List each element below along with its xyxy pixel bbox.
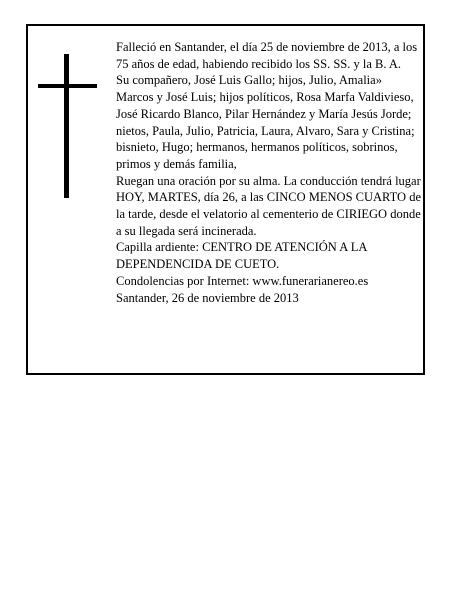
cross-vertical-bar — [64, 54, 69, 198]
latin-cross-icon — [38, 54, 98, 198]
death-announcement: Falleció en Santander, el día 25 de noviembre de 2013, a los 75 años de edad, habiendo recibido los SS. SS. y la B. A. — [116, 40, 418, 71]
cross-horizontal-bar — [38, 84, 97, 88]
obituary-notice — [26, 24, 425, 375]
condolences-line: Condolencias por Internet: www.funerarianereo.es — [116, 273, 369, 288]
funeral-details: Ruegan una oración por su alma. La conducción tendrá lugar HOY, MARTES, día 26, a las CINCO MENOS CUARTO de la tarde, desde el velatorio al cementerio de CIRIEGO donde a su llegada será incinerada. — [116, 173, 421, 238]
place-date-line: Santander, 26 de noviembre de 2013 — [116, 290, 299, 305]
chapel-location: Capilla ardiente: CENTRO DE ATENCIÓN A LA DEPENDENCIDA DE CUETO. — [116, 240, 367, 272]
family-list: Su compañero, José Luis Gallo; hijos, Julio, Amalia» Marcos y José Luis; hijos políticos, Rosa Marfa Valdivieso, José Ricardo Blanco, Pilar Hernández y María Jesús Jorde; nietos, Paula, Julio, Patricia, Laura, Alvaro, Sara y Cristina; bisnieto, Hugo; hermanos, hermanos políticos, sobrinos, primos y demás familia, — [116, 73, 415, 171]
notice-body — [116, 39, 421, 306]
